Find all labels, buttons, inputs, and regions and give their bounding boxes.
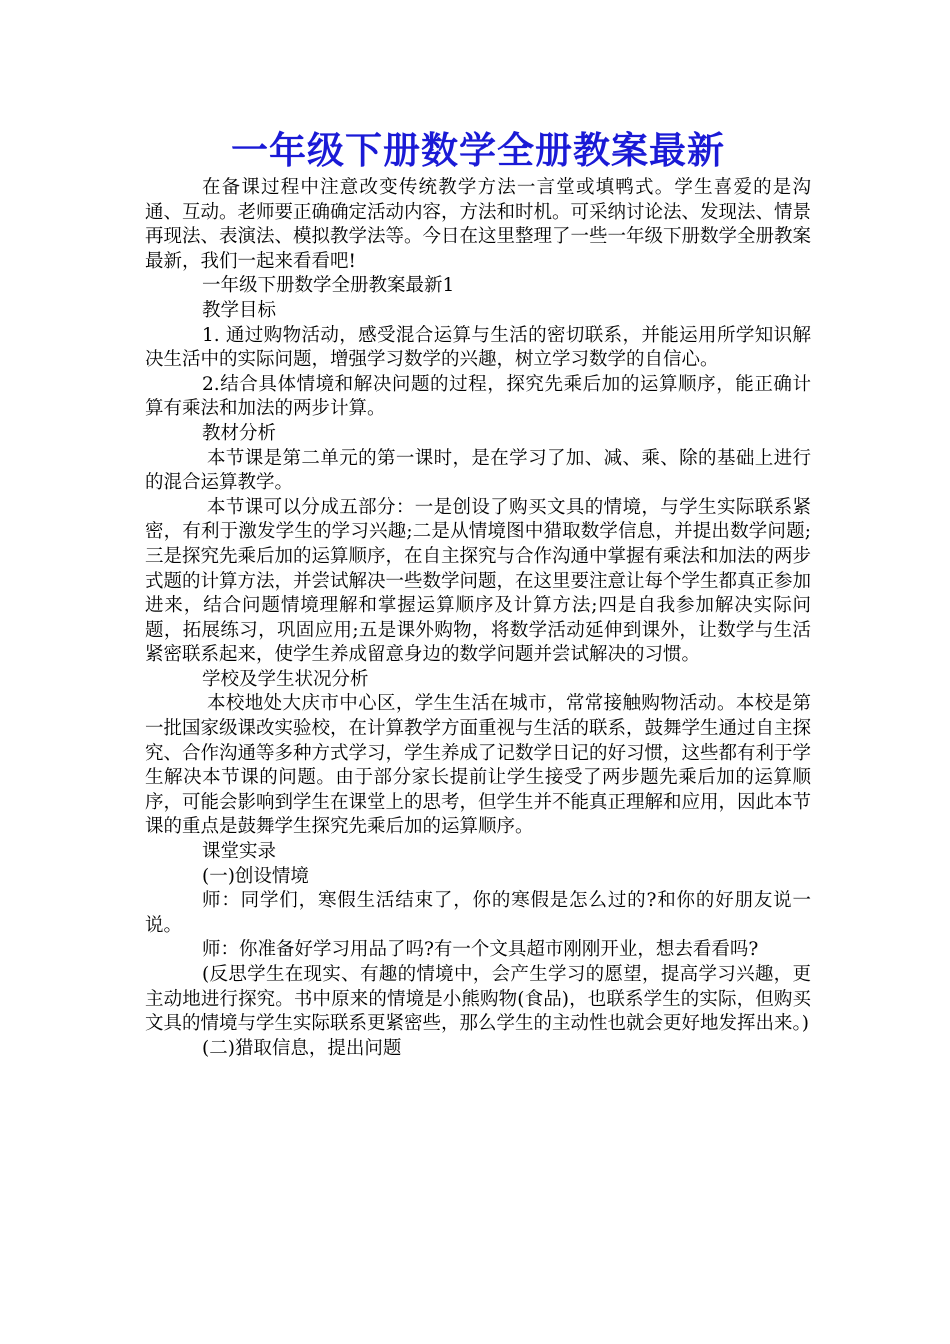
heading-teaching-goals: 教学目标 <box>202 299 277 321</box>
document-page <box>145 128 811 1061</box>
teacher-line-1: 师：同学们，寒假生活结束了，你的寒假是怎么过的?和你的好朋友说一说。 <box>145 890 811 936</box>
material-paragraph-2: 本节课可以分成五部分：一是创设了购买文具的情境，与学生实际联系紧密，有利于激发学生的学习兴趣;二是从情境图中猎取数学信息，并提出数学问题;三是探究先乘后加的运算顺序，在自主探究与合作沟通中掌握有乘法和加法的两步式题的计算方法，并尝试解决一些数学问题，在这里要注意让每个学生都真正参加进来，结合问题情境理解和掌握运算顺序及计算方法;四是自我参加解决实际问题，拓展练习，巩固应用;五是课外购物，将数学活动延伸到课外，让数学与生活紧密联系起来，使学生养成留意身边的数学问题并尝试解决的习惯。 <box>145 496 812 666</box>
heading-classroom-record: 课堂实录 <box>202 841 277 863</box>
heading-get-information: (二)猎取信息，提出问题 <box>202 1037 402 1059</box>
reflection-paragraph: (反思学生在现实、有趣的情境中，会产生学习的愿望，提高学习兴趣，更主动地进行探究。书中原来的情境是小熊购物(食品)，也联系学生的实际，但购买文具的情境与学生实际联系更紧密些，那么学生的主动性也就会更好地发挥出来。) <box>145 964 811 1035</box>
goal-2-paragraph: 2.结合具体情境和解决问题的过程，探究先乘后加的运算顺序，能正确计算有乘法和加法的两步计算。 <box>145 373 811 420</box>
teacher-line-2: 师：你准备好学习用品了吗?有一个文具超市刚刚开业，想去看看吗? <box>202 939 759 961</box>
school-analysis-paragraph: 本校地处大庆市中心区，学生生活在城市，常常接触购物活动。本校是第一批国家级课改实验校，在计算教学方面重视与生活的联系，鼓舞学生通过自主探究、合作沟通等多种方式学习，学生养成了记数学日记的好习惯，这些都有利于学生解决本节课的问题。由于部分家长提前让学生接受了两步题先乘后加的运算顺序，可能会影响到学生在课堂上的思考，但学生并不能真正理解和应用，因此本节课的重点是鼓舞学生探究先乘后加的运算顺序。 <box>145 693 812 838</box>
goal-1-paragraph: 1. 通过购物活动，感受混合运算与生活的密切联系，并能运用所学知识解决生活中的实际问题，增强学习数学的兴趣，树立学习数学的自信心。 <box>145 324 811 371</box>
section-heading-lesson-1: 一年级下册数学全册教案最新1 <box>202 275 455 297</box>
document-title: 一年级下册数学全册教案最新 <box>231 129 725 172</box>
intro-paragraph: 在备课过程中注意改变传统教学方法一言堂或填鸭式。学生喜爱的是沟通、互动。老师要正确确定活动内容，方法和时机。可采纳讨论法、发现法、情景再现法、表演法、模拟教学法等。今日在这里整理了一些一年级下册数学全册教案最新，我们一起来看看吧! <box>145 177 812 272</box>
heading-school-analysis: 学校及学生状况分析 <box>202 668 369 690</box>
heading-material-analysis: 教材分析 <box>202 422 277 444</box>
heading-create-scenario: (一)创设情境 <box>202 865 309 887</box>
material-paragraph-1: 本节课是第二单元的第一课时，是在学习了加、减、乘、除的基础上进行的混合运算教学。 <box>145 447 811 494</box>
